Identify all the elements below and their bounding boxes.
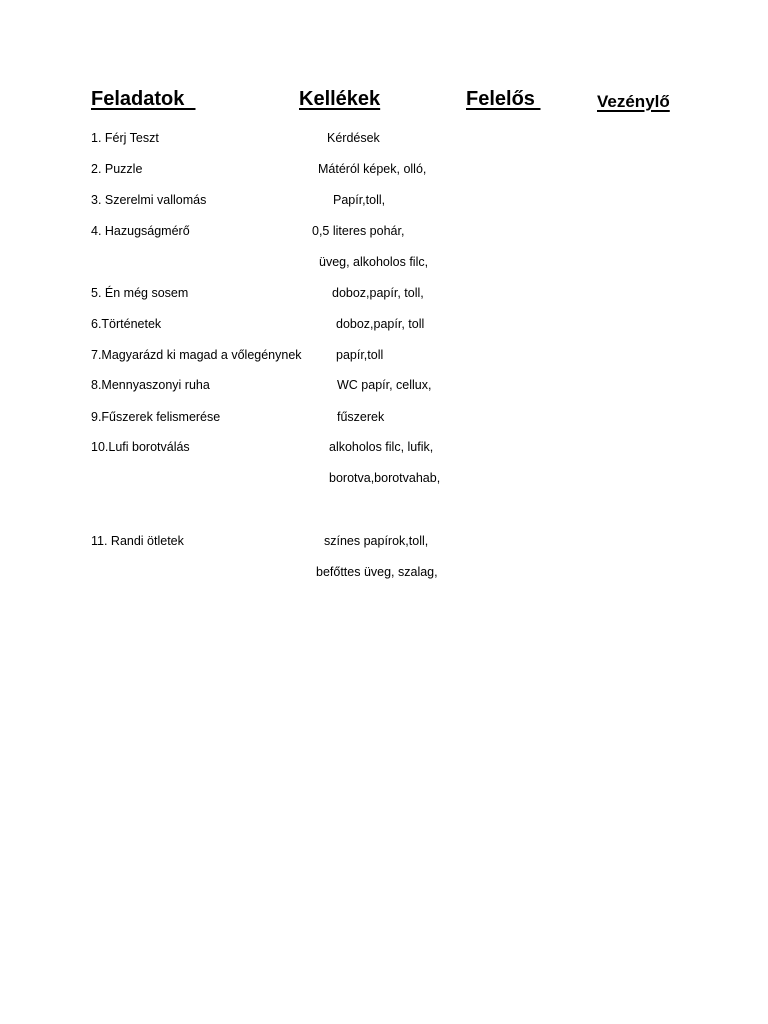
props-text: 0,5 literes pohár, [312, 224, 405, 238]
task-text: 7.Magyarázd ki magad a vőlegénynek [91, 348, 302, 362]
list-item [0, 408, 768, 426]
task-text: 1. Férj Teszt [91, 131, 159, 145]
props-text: befőttes üveg, szalag, [316, 565, 438, 579]
task-text: 6.Történetek [91, 317, 162, 331]
list-item [0, 532, 768, 550]
list-item [0, 284, 768, 302]
list-item [0, 469, 768, 487]
list-item [0, 563, 768, 581]
props-text: doboz,papír, toll, [332, 286, 424, 300]
list-item [0, 315, 768, 333]
list-item [0, 376, 768, 394]
list-item [0, 129, 768, 147]
list-item [0, 191, 768, 209]
props-text: doboz,papír, toll [336, 317, 425, 331]
header-responsible: Felelős [466, 88, 541, 110]
props-text: Kérdések [327, 131, 380, 145]
props-text: alkoholos filc, lufik, [329, 440, 434, 454]
header-props: Kellékek [299, 88, 381, 110]
props-text: fűszerek [337, 410, 385, 424]
task-text: 5. Én még sosem [91, 286, 189, 300]
props-text: Mátéról képek, olló, [318, 162, 427, 176]
task-text: 11. Randi ötletek [91, 534, 184, 548]
props-text: papír,toll [336, 348, 384, 362]
list-item [0, 253, 768, 271]
props-text: borotva,borotvahab, [329, 471, 441, 485]
list-item [0, 222, 768, 240]
task-text: 3. Szerelmi vallomás [91, 193, 207, 207]
task-text: 2. Puzzle [91, 162, 143, 176]
props-text: üveg, alkoholos filc, [319, 255, 429, 269]
list-item [0, 346, 768, 364]
task-text: 10.Lufi borotválás [91, 440, 190, 454]
task-text: 4. Hazugságmérő [91, 224, 190, 238]
header-conductor: Vezénylő [597, 92, 670, 111]
props-text: WC papír, cellux, [337, 378, 432, 392]
list-item [0, 160, 768, 178]
props-text: Papír,toll, [333, 193, 386, 207]
header-tasks: Feladatok [91, 88, 196, 110]
list-item [0, 438, 768, 456]
task-text: 8.Mennyaszonyi ruha [91, 378, 210, 392]
props-text: színes papírok,toll, [324, 534, 429, 548]
task-text: 9.Fűszerek felismerése [91, 410, 221, 424]
